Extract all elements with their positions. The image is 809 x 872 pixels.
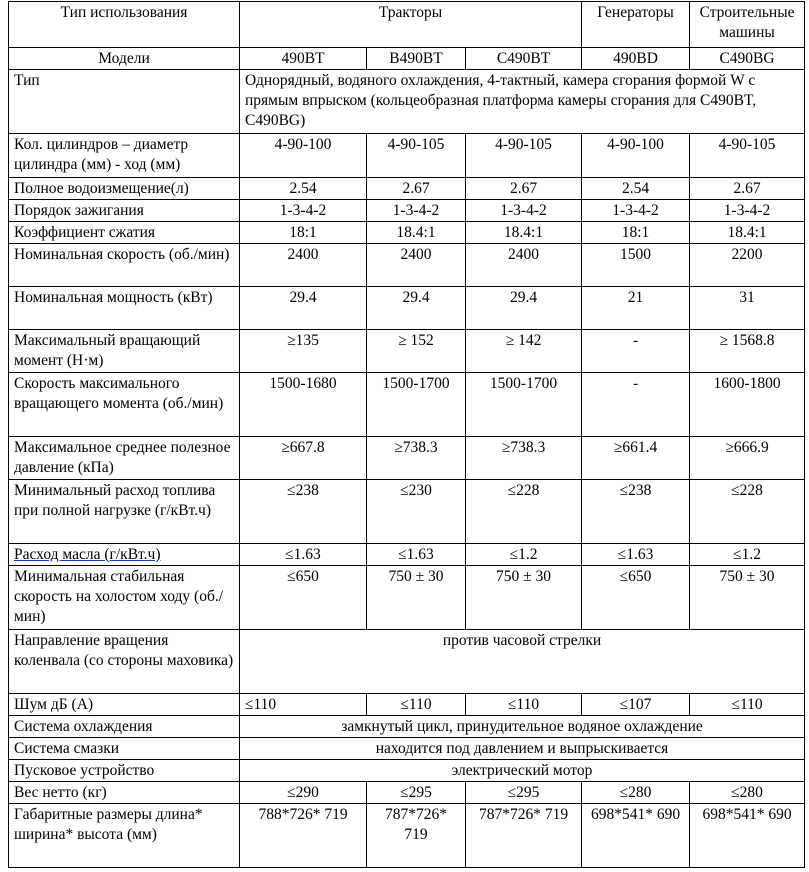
lubrication-row (9, 738, 805, 760)
table-row (9, 480, 805, 544)
value-cell: ≥738.3 (466, 437, 582, 480)
starter-label: Пусковое устройство (9, 760, 240, 782)
cooling-row (9, 716, 805, 738)
table-row (9, 437, 805, 480)
value-cell: 18:1 (240, 222, 367, 244)
value-cell: 4-90-100 (240, 134, 367, 178)
generators-header: Генераторы (582, 2, 690, 48)
table-row (9, 178, 805, 200)
value-cell: 1-3-4-2 (690, 200, 805, 222)
engine-spec-table (8, 1, 805, 868)
model-cell: 490BT (240, 48, 367, 70)
starter-value: электрический мотор (240, 760, 805, 782)
header-row (9, 2, 805, 48)
value-cell: ≥ 152 (367, 330, 466, 373)
value-cell: ≤650 (582, 566, 690, 630)
row-label: Номинальная скорость (об./мин) (9, 244, 240, 287)
noise-label: Шум дБ (А) (9, 694, 240, 716)
value-cell: 750 ± 30 (367, 566, 466, 630)
value-cell: ≤1.63 (582, 544, 690, 566)
type-label: Тип (9, 70, 240, 134)
value-cell: ≥135 (240, 330, 367, 373)
value-cell: ≥738.3 (367, 437, 466, 480)
row-label: Скорость максимального вращающего момента (об./мин) (9, 373, 240, 437)
row-label: Минимальная стабильная скорость на холостом ходу (об./мин) (9, 566, 240, 630)
value-cell: 1600-1800 (690, 373, 805, 437)
value-cell: 787*726* 719 (367, 804, 466, 868)
table-row (9, 544, 805, 566)
value-cell: 2200 (690, 244, 805, 287)
table-row (9, 287, 805, 330)
row-label: Коэффициент сжатия (9, 222, 240, 244)
table-row (9, 330, 805, 373)
table-row (9, 244, 805, 287)
value-cell: 29.4 (466, 287, 582, 330)
value-cell: ≤230 (367, 480, 466, 544)
value-cell: 1500-1700 (367, 373, 466, 437)
value-cell: 698*541* 690 (582, 804, 690, 868)
value-cell: 788*726* 719 (240, 804, 367, 868)
value-cell: ≥661.4 (582, 437, 690, 480)
row-label: Кол. цилиндров – диаметр цилиндра (мм) - ход (мм) (9, 134, 240, 178)
row-label-text: Расход масла (г/кВт.ч) (14, 546, 161, 563)
models-label: Модели (9, 48, 240, 70)
models-row (9, 48, 805, 70)
rotation-label: Направление вращения коленвала (со стороны маховика) (9, 630, 240, 694)
table-row (9, 373, 805, 437)
starter-row (9, 760, 805, 782)
value-cell: 2.67 (367, 178, 466, 200)
table-row (9, 134, 805, 178)
value-cell: 1-3-4-2 (582, 200, 690, 222)
construction-header: Строительные машины (690, 2, 805, 48)
value-cell: 21 (582, 287, 690, 330)
value-cell: ≤280 (690, 782, 805, 804)
type-description: Однорядный, водяного охлаждения, 4-тактный, камера сгорания формой W с прямым впрыском (кольцеобразная платформа камеры сгорания для C490BT, C490BG) (240, 70, 805, 134)
usage-header: Тип использования (9, 2, 240, 48)
value-cell: - (582, 330, 690, 373)
value-cell: ≤290 (240, 782, 367, 804)
type-row (9, 70, 805, 134)
value-cell: 2.67 (466, 178, 582, 200)
rotation-row (9, 630, 805, 694)
row-label: Номинальная мощность (кВт) (9, 287, 240, 330)
noise-row (9, 694, 805, 716)
value-cell: 29.4 (240, 287, 367, 330)
value-cell: 750 ± 30 (466, 566, 582, 630)
value-cell: 2400 (466, 244, 582, 287)
value-cell: ≥ 1568.8 (690, 330, 805, 373)
value-cell: ≤110 (240, 694, 367, 716)
value-cell: ≤295 (466, 782, 582, 804)
table-row (9, 566, 805, 630)
value-cell: 4-90-105 (690, 134, 805, 178)
value-cell: 750 ± 30 (690, 566, 805, 630)
value-cell: ≥667.8 (240, 437, 367, 480)
value-cell: ≤110 (466, 694, 582, 716)
value-cell: - (582, 373, 690, 437)
value-cell: 4-90-105 (466, 134, 582, 178)
value-cell: ≤650 (240, 566, 367, 630)
value-cell: ≤280 (582, 782, 690, 804)
value-cell: 31 (690, 287, 805, 330)
value-cell: 18.4:1 (690, 222, 805, 244)
table-row (9, 222, 805, 244)
value-cell: 2.67 (690, 178, 805, 200)
cooling-value: замкнутый цикл, принудительное водяное охлаждение (240, 716, 805, 738)
value-cell: 18:1 (582, 222, 690, 244)
model-cell: C490BG (690, 48, 805, 70)
weight-row (9, 782, 805, 804)
value-cell: 1-3-4-2 (240, 200, 367, 222)
value-cell: 1-3-4-2 (367, 200, 466, 222)
value-cell: 2.54 (582, 178, 690, 200)
lubrication-label: Система смазки (9, 738, 240, 760)
value-cell: 1500 (582, 244, 690, 287)
dimensions-label: Габаритные размеры длина* ширина* высота (мм) (9, 804, 240, 868)
model-cell: C490BT (466, 48, 582, 70)
value-cell: ≤110 (367, 694, 466, 716)
row-label: Максимальный вращающий момент (Н·м) (9, 330, 240, 373)
table-row (9, 200, 805, 222)
value-cell: ≤1.2 (466, 544, 582, 566)
value-cell: ≤110 (690, 694, 805, 716)
value-cell: 1-3-4-2 (466, 200, 582, 222)
value-cell: ≤1.63 (240, 544, 367, 566)
value-cell: ≤295 (367, 782, 466, 804)
row-label: Порядок зажигания (9, 200, 240, 222)
value-cell: 787*726* 719 (466, 804, 582, 868)
value-cell: ≤107 (582, 694, 690, 716)
value-cell: 1500-1680 (240, 373, 367, 437)
value-cell: 2.54 (240, 178, 367, 200)
value-cell: ≤238 (240, 480, 367, 544)
value-cell: 4-90-100 (582, 134, 690, 178)
row-label: Минимальный расход топлива при полной нагрузке (г/кВт.ч) (9, 480, 240, 544)
lubrication-value: находится под давлением и выпрыскивается (240, 738, 805, 760)
value-cell: ≤238 (582, 480, 690, 544)
value-cell: ≤1.2 (690, 544, 805, 566)
row-label: Максимальное среднее полезное давление (кПа) (9, 437, 240, 480)
value-cell: ≤1.63 (367, 544, 466, 566)
model-cell: B490BT (367, 48, 466, 70)
rotation-value: против часовой стрелки (240, 630, 805, 694)
value-cell: ≥666.9 (690, 437, 805, 480)
value-cell: ≤228 (690, 480, 805, 544)
value-cell: 2400 (367, 244, 466, 287)
value-cell: 29.4 (367, 287, 466, 330)
value-cell: 2400 (240, 244, 367, 287)
value-cell: 1500-1700 (466, 373, 582, 437)
value-cell: 18.4:1 (367, 222, 466, 244)
row-label: Полное водоизмещение(л) (9, 178, 240, 200)
value-cell: 4-90-105 (367, 134, 466, 178)
dimensions-row (9, 804, 805, 868)
value-cell: 698*541* 690 (690, 804, 805, 868)
value-cell: ≤228 (466, 480, 582, 544)
value-cell: 18.4:1 (466, 222, 582, 244)
cooling-label: Система охлаждения (9, 716, 240, 738)
tractors-header: Тракторы (240, 2, 582, 48)
model-cell: 490BD (582, 48, 690, 70)
value-cell: ≥ 142 (466, 330, 582, 373)
weight-label: Вес нетто (кг) (9, 782, 240, 804)
row-label (9, 544, 240, 566)
